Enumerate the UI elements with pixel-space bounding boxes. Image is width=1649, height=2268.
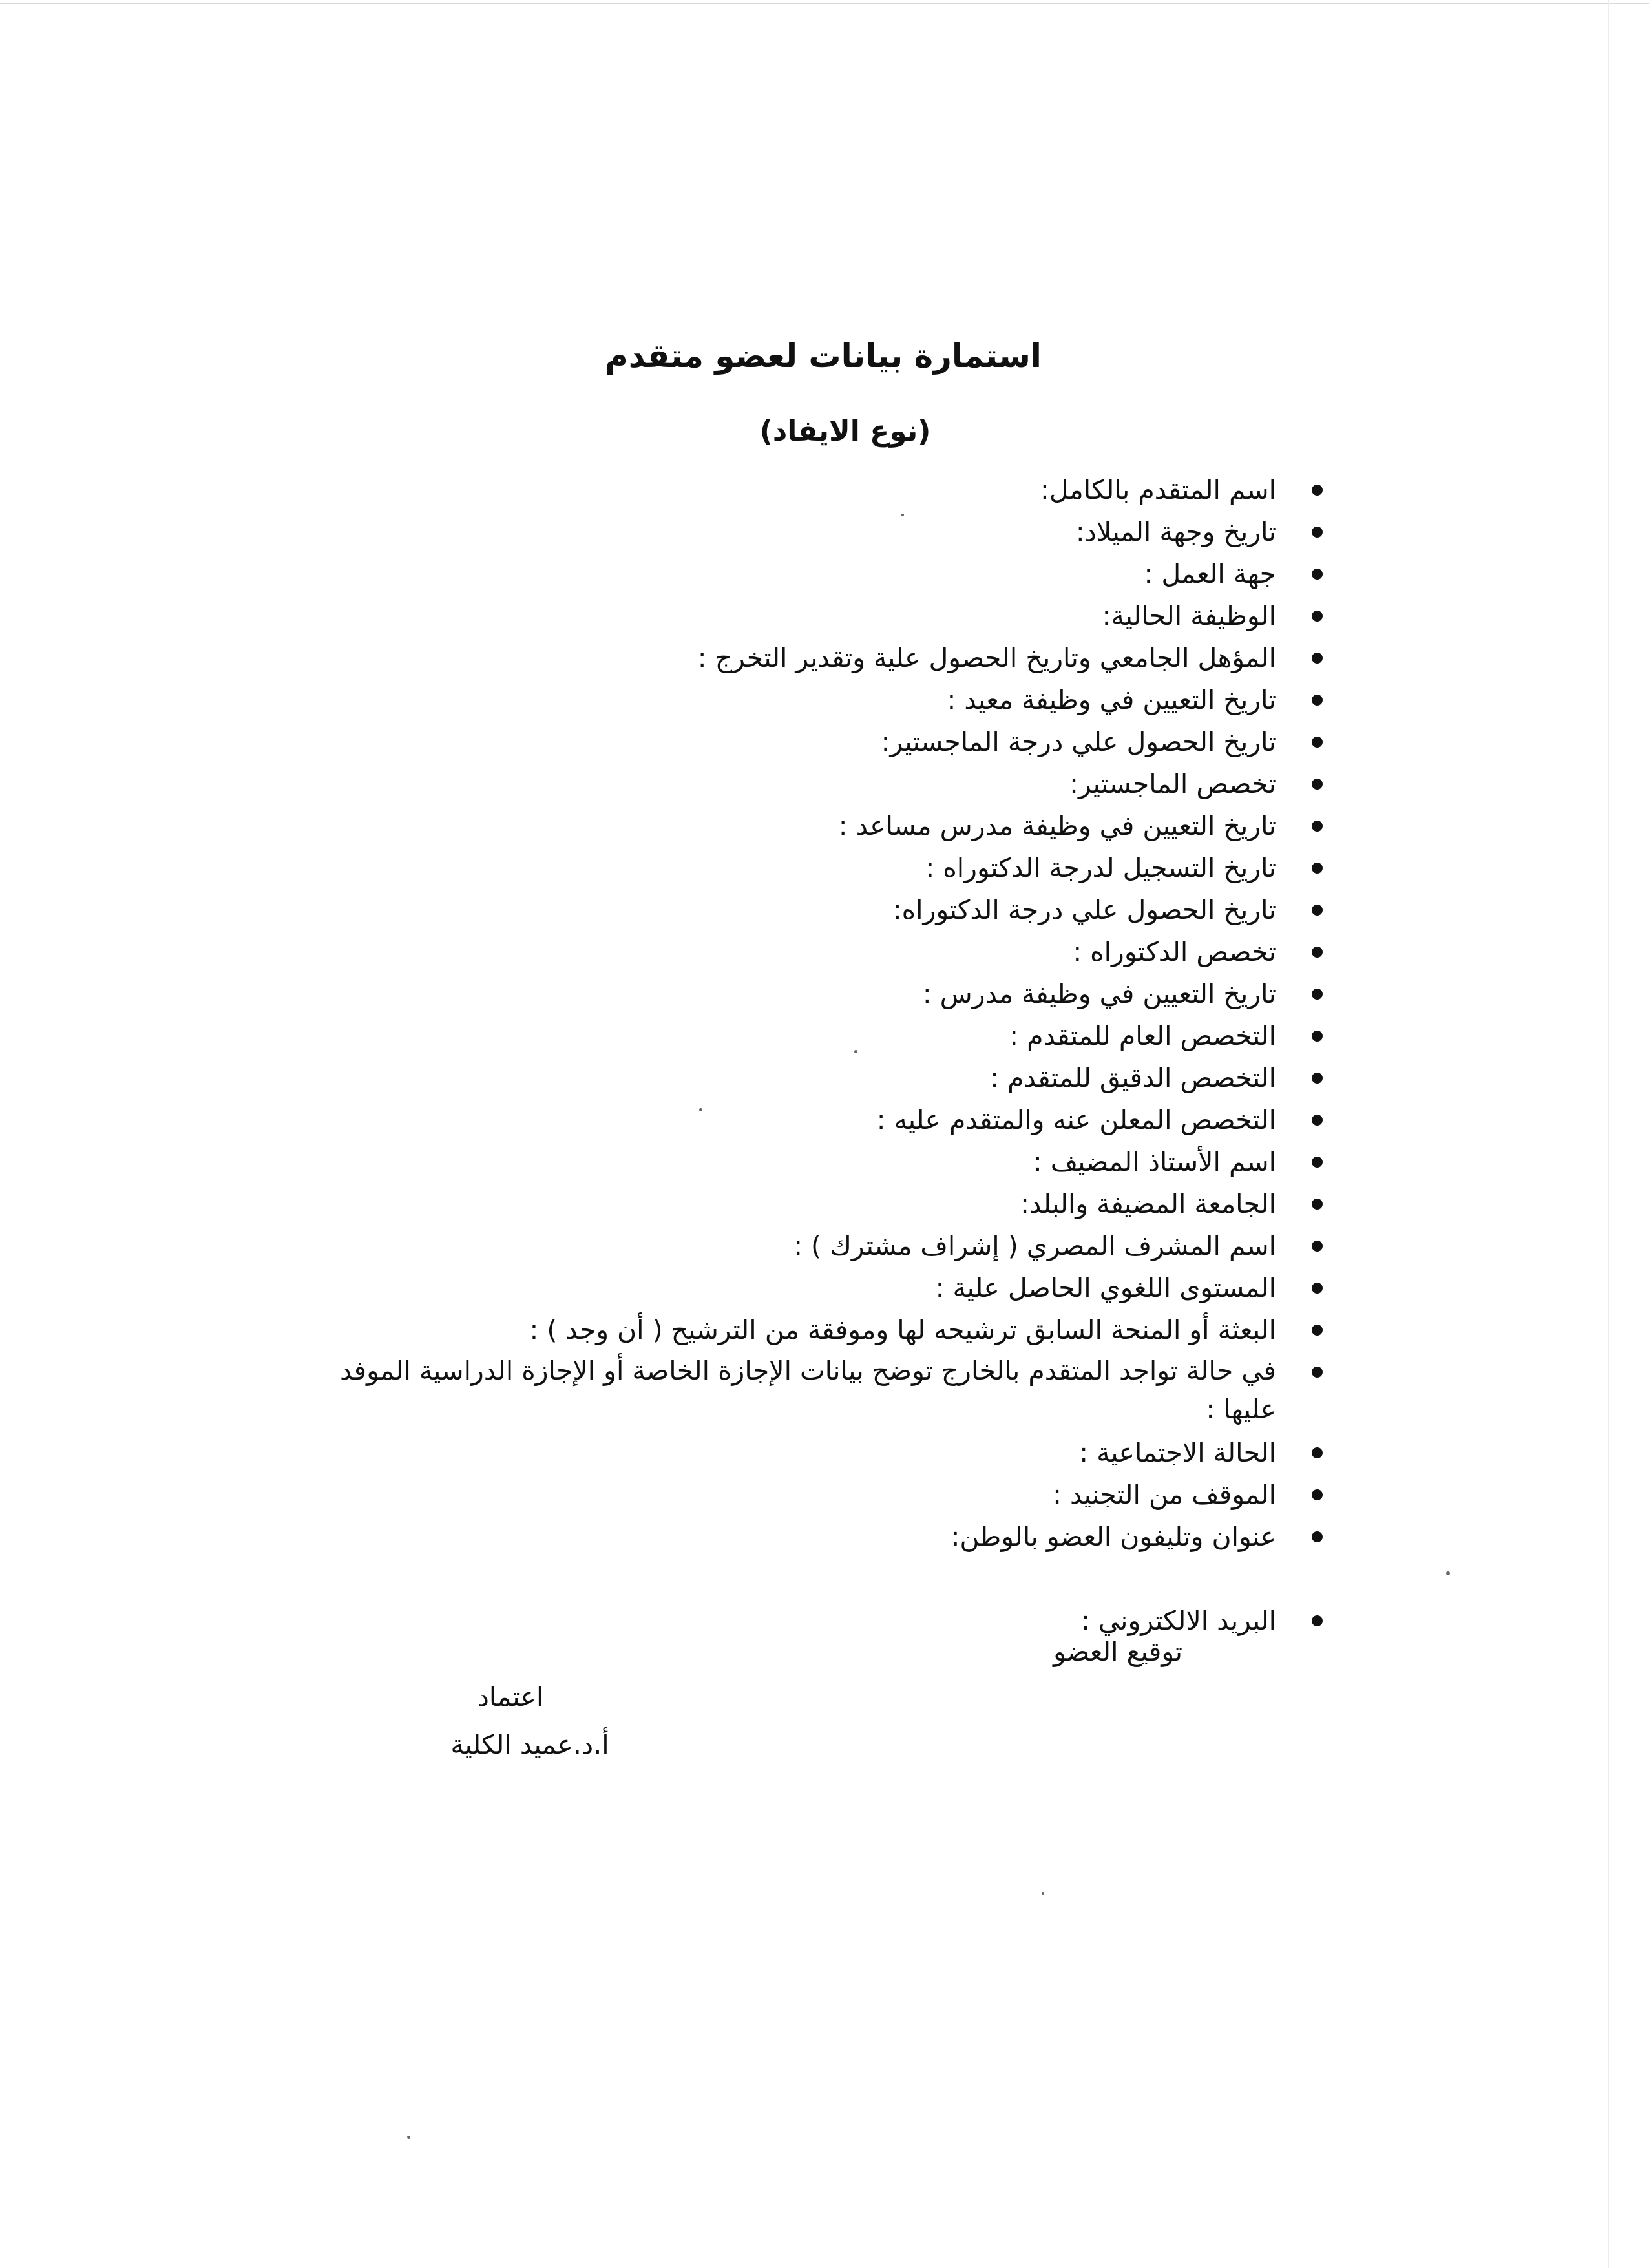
field-university-degree [284, 637, 1334, 679]
bullet-icon [1312, 1199, 1323, 1210]
field-label: تاريخ الحصول علي درجة الماجستير: [881, 726, 1276, 757]
field-marital-status [284, 1432, 1334, 1474]
field-label: التخصص العام للمتقدم : [1009, 1020, 1276, 1051]
bullet-icon [1312, 527, 1323, 538]
field-general-specialty [284, 1015, 1334, 1057]
field-demonstrator-appointment [284, 679, 1334, 721]
bullet-icon [1312, 989, 1323, 1000]
field-label: اسم المتقدم بالكامل: [1040, 474, 1276, 505]
field-current-job [284, 595, 1334, 637]
field-military-status [284, 1474, 1334, 1516]
bullet-icon [1312, 695, 1323, 706]
bullet-icon [1312, 905, 1323, 916]
field-label: التخصص الدقيق للمتقدم : [990, 1062, 1276, 1093]
field-label: الوظيفة الحالية: [1102, 600, 1276, 631]
bullet-icon [1312, 1367, 1323, 1378]
bullet-icon [1312, 611, 1323, 622]
field-phd-date [284, 889, 1334, 931]
scan-speck [407, 2136, 410, 2139]
bullet-icon [1312, 1615, 1323, 1626]
bullet-icon [1312, 1283, 1323, 1294]
field-label: الموقف من التجنيد : [1053, 1479, 1276, 1510]
field-birth-date-place [284, 511, 1334, 553]
bullet-icon [1312, 485, 1323, 496]
field-language-level [284, 1267, 1334, 1309]
form-subtitle: (نوع الايفاد) [759, 415, 931, 448]
scan-speck [699, 1108, 702, 1111]
field-label: التخصص المعلن عنه والمتقدم عليه : [876, 1104, 1276, 1135]
bullet-icon [1312, 1325, 1323, 1336]
field-announced-specialty [284, 1099, 1334, 1141]
field-workplace [284, 553, 1334, 595]
field-phd-specialty [284, 931, 1334, 973]
scan-top-edge [0, 3, 1649, 4]
bullet-icon [1312, 779, 1323, 790]
field-label: تخصص الماجستير: [1069, 768, 1276, 799]
scan-speck [1446, 1571, 1450, 1575]
bullet-icon [1312, 1531, 1323, 1542]
field-precise-specialty [284, 1057, 1334, 1099]
dean-label: أ.د.عميد الكلية [450, 1729, 609, 1760]
field-label: الحالة الاجتماعية : [1079, 1437, 1276, 1468]
field-label: عنوان وتليفون العضو بالوطن: [951, 1521, 1276, 1552]
field-label: المستوى اللغوي الحاصل علية : [935, 1272, 1276, 1303]
field-previous-mission [284, 1309, 1334, 1351]
field-label: تاريخ التسجيل لدرجة الدكتوراه : [925, 852, 1276, 883]
form-fields-list [284, 469, 1334, 1642]
bullet-icon [1312, 737, 1323, 748]
field-host-professor [284, 1141, 1334, 1183]
field-label: المؤهل الجامعي وتاريخ الحصول علية وتقدير التخرج : [697, 642, 1276, 673]
bullet-icon [1312, 653, 1323, 664]
bullet-icon [1312, 1241, 1323, 1252]
field-lecturer-appointment [284, 973, 1334, 1015]
field-label: البعثة أو المنحة السابق ترشيحه لها وموفقة من الترشيح ( أن وجد ) : [529, 1314, 1276, 1345]
bullet-icon [1312, 1115, 1323, 1126]
field-label: في حالة تواجد المتقدم بالخارج توضح بيانات الإجازة الخاصة أو الإجازة الدراسية الموفد عليها : [340, 1355, 1276, 1425]
field-host-university [284, 1183, 1334, 1225]
member-signature-label: توقيع العضو [1053, 1636, 1182, 1667]
scan-speck [1042, 1892, 1044, 1895]
bullet-icon [1312, 1447, 1323, 1458]
field-label: جهة العمل : [1144, 558, 1276, 589]
field-masters-date [284, 721, 1334, 763]
bullet-icon [1312, 821, 1323, 832]
bullet-icon [1312, 1073, 1323, 1084]
scan-speck [854, 1050, 857, 1053]
form-title: استمارة بيانات لعضو متقدم [605, 337, 1042, 375]
field-label: تاريخ التعيين في وظيفة معيد : [947, 684, 1276, 715]
field-egyptian-supervisor [284, 1225, 1334, 1267]
field-masters-specialty [284, 763, 1334, 805]
scan-speck [901, 514, 904, 516]
field-label: اسم الأستاذ المضيف : [1033, 1146, 1276, 1177]
bullet-icon [1312, 1157, 1323, 1168]
bullet-icon [1312, 947, 1323, 958]
field-label: تاريخ وجهة الميلاد: [1075, 516, 1276, 547]
field-label: تاريخ الحصول علي درجة الدكتوراه: [892, 894, 1276, 925]
bullet-icon [1312, 1489, 1323, 1500]
bullet-icon [1312, 863, 1323, 874]
field-abroad-leave [284, 1351, 1334, 1429]
bullet-icon [1312, 1031, 1323, 1042]
approval-label: اعتماد [477, 1681, 544, 1712]
field-assistant-lecturer-appointment [284, 805, 1334, 847]
field-full-name [284, 469, 1334, 511]
field-label: الجامعة المضيفة والبلد: [1020, 1188, 1276, 1219]
field-home-address-phone [284, 1516, 1334, 1558]
field-label: تاريخ التعيين في وظيفة مدرس مساعد : [838, 810, 1276, 841]
field-label: تاريخ التعيين في وظيفة مدرس : [922, 978, 1276, 1009]
field-label: البريد الالكتروني : [1081, 1605, 1276, 1636]
field-phd-registration [284, 847, 1334, 889]
field-label: اسم المشرف المصري ( إشراف مشترك ) : [793, 1230, 1276, 1261]
field-label: تخصص الدكتوراه : [1073, 936, 1276, 967]
bullet-icon [1312, 569, 1323, 580]
